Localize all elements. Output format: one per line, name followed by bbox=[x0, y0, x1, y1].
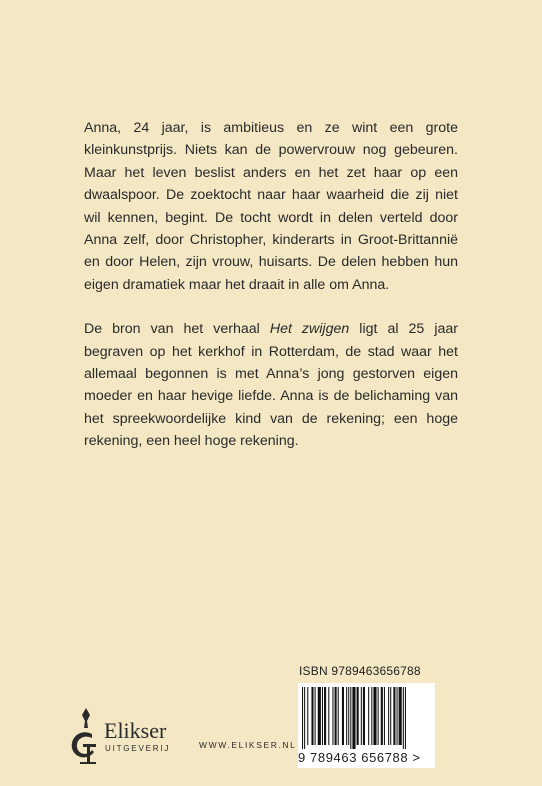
barcode-bar bbox=[302, 687, 303, 749]
barcode-bar bbox=[384, 687, 385, 745]
barcode-bar bbox=[388, 687, 389, 745]
barcode-bar bbox=[348, 687, 349, 745]
blurb-paragraph-2 bbox=[84, 318, 458, 452]
blurb-p2-rest: ligt al 25 jaar begraven op het kerkhof in Rotterdam, de stad waar het allemaal begonnen is met Anna’s jong gestorven eigen moeder en haar hevige liefde. Anna is de belichaming van het spreekwoordelijke kind van de rekening; een hoge rekening, een heel hoge rekening. bbox=[84, 321, 459, 450]
barcode-bar bbox=[338, 687, 339, 745]
barcode-bar bbox=[315, 687, 316, 745]
back-cover-blurb bbox=[84, 117, 458, 475]
barcode-bar bbox=[324, 687, 326, 745]
barcode-bar bbox=[352, 687, 355, 749]
barcode-bar bbox=[390, 687, 391, 745]
barcode-bar bbox=[393, 687, 395, 745]
publisher-website: WWW.ELIKSER.NL bbox=[199, 740, 297, 750]
blurb-paragraph-1: Anna, 24 jaar, is ambitieus en ze wint een grote kleinkunstprijs. Niets kan de powervrouw nog gebeuren. Maar het leven beslist anders en het zet haar op een dwaalspoor. De zoektocht naar haar waarheid die zij niet wil kennen, begint. De tocht wordt in delen verteld door Anna zelf, door Christopher, kinderarts in Groot-Brittannië en door Helen, zijn vrouw, huisarts. De delen hebben hun eigen dramatiek maar het draait in alle om Anna. bbox=[84, 120, 458, 293]
publisher-emblem-icon bbox=[66, 704, 106, 766]
publisher-name: Elikser bbox=[104, 718, 167, 743]
isbn-label: ISBN 9789463656788 bbox=[299, 664, 421, 678]
barcode-bar bbox=[378, 687, 379, 745]
barcode-bar bbox=[350, 687, 351, 749]
publisher-logo bbox=[66, 704, 196, 764]
barcode-digits: 9 789463 656788 > bbox=[298, 750, 421, 765]
barcode-bar bbox=[332, 687, 333, 745]
barcode-bar bbox=[357, 687, 359, 745]
barcode-bar bbox=[371, 687, 372, 745]
barcode-bar bbox=[399, 687, 402, 745]
barcode-bar bbox=[304, 687, 305, 749]
blurb-p2-intro: De bron van het verhaal bbox=[84, 321, 270, 338]
publisher-subtitle: UITGEVERIJ bbox=[105, 744, 171, 753]
barcode-bar bbox=[381, 687, 383, 745]
barcode-bar bbox=[361, 687, 362, 745]
barcode-bar bbox=[342, 687, 344, 745]
barcode-bar bbox=[307, 687, 308, 745]
barcode-bar bbox=[311, 687, 313, 745]
barcode-bar bbox=[397, 687, 398, 745]
barcode-bars bbox=[298, 683, 435, 749]
barcode-bar bbox=[373, 687, 376, 745]
barcode-bar bbox=[328, 687, 329, 745]
book-title: Het zwijgen bbox=[269, 321, 350, 338]
barcode-bar bbox=[322, 687, 323, 745]
barcode-bar bbox=[405, 687, 406, 749]
barcode-bar bbox=[403, 687, 404, 749]
barcode-bar bbox=[363, 687, 365, 745]
barcode-bar bbox=[318, 687, 321, 745]
barcode-bar bbox=[335, 687, 337, 745]
barcode-bar bbox=[368, 687, 369, 745]
barcode-bar bbox=[346, 687, 347, 745]
